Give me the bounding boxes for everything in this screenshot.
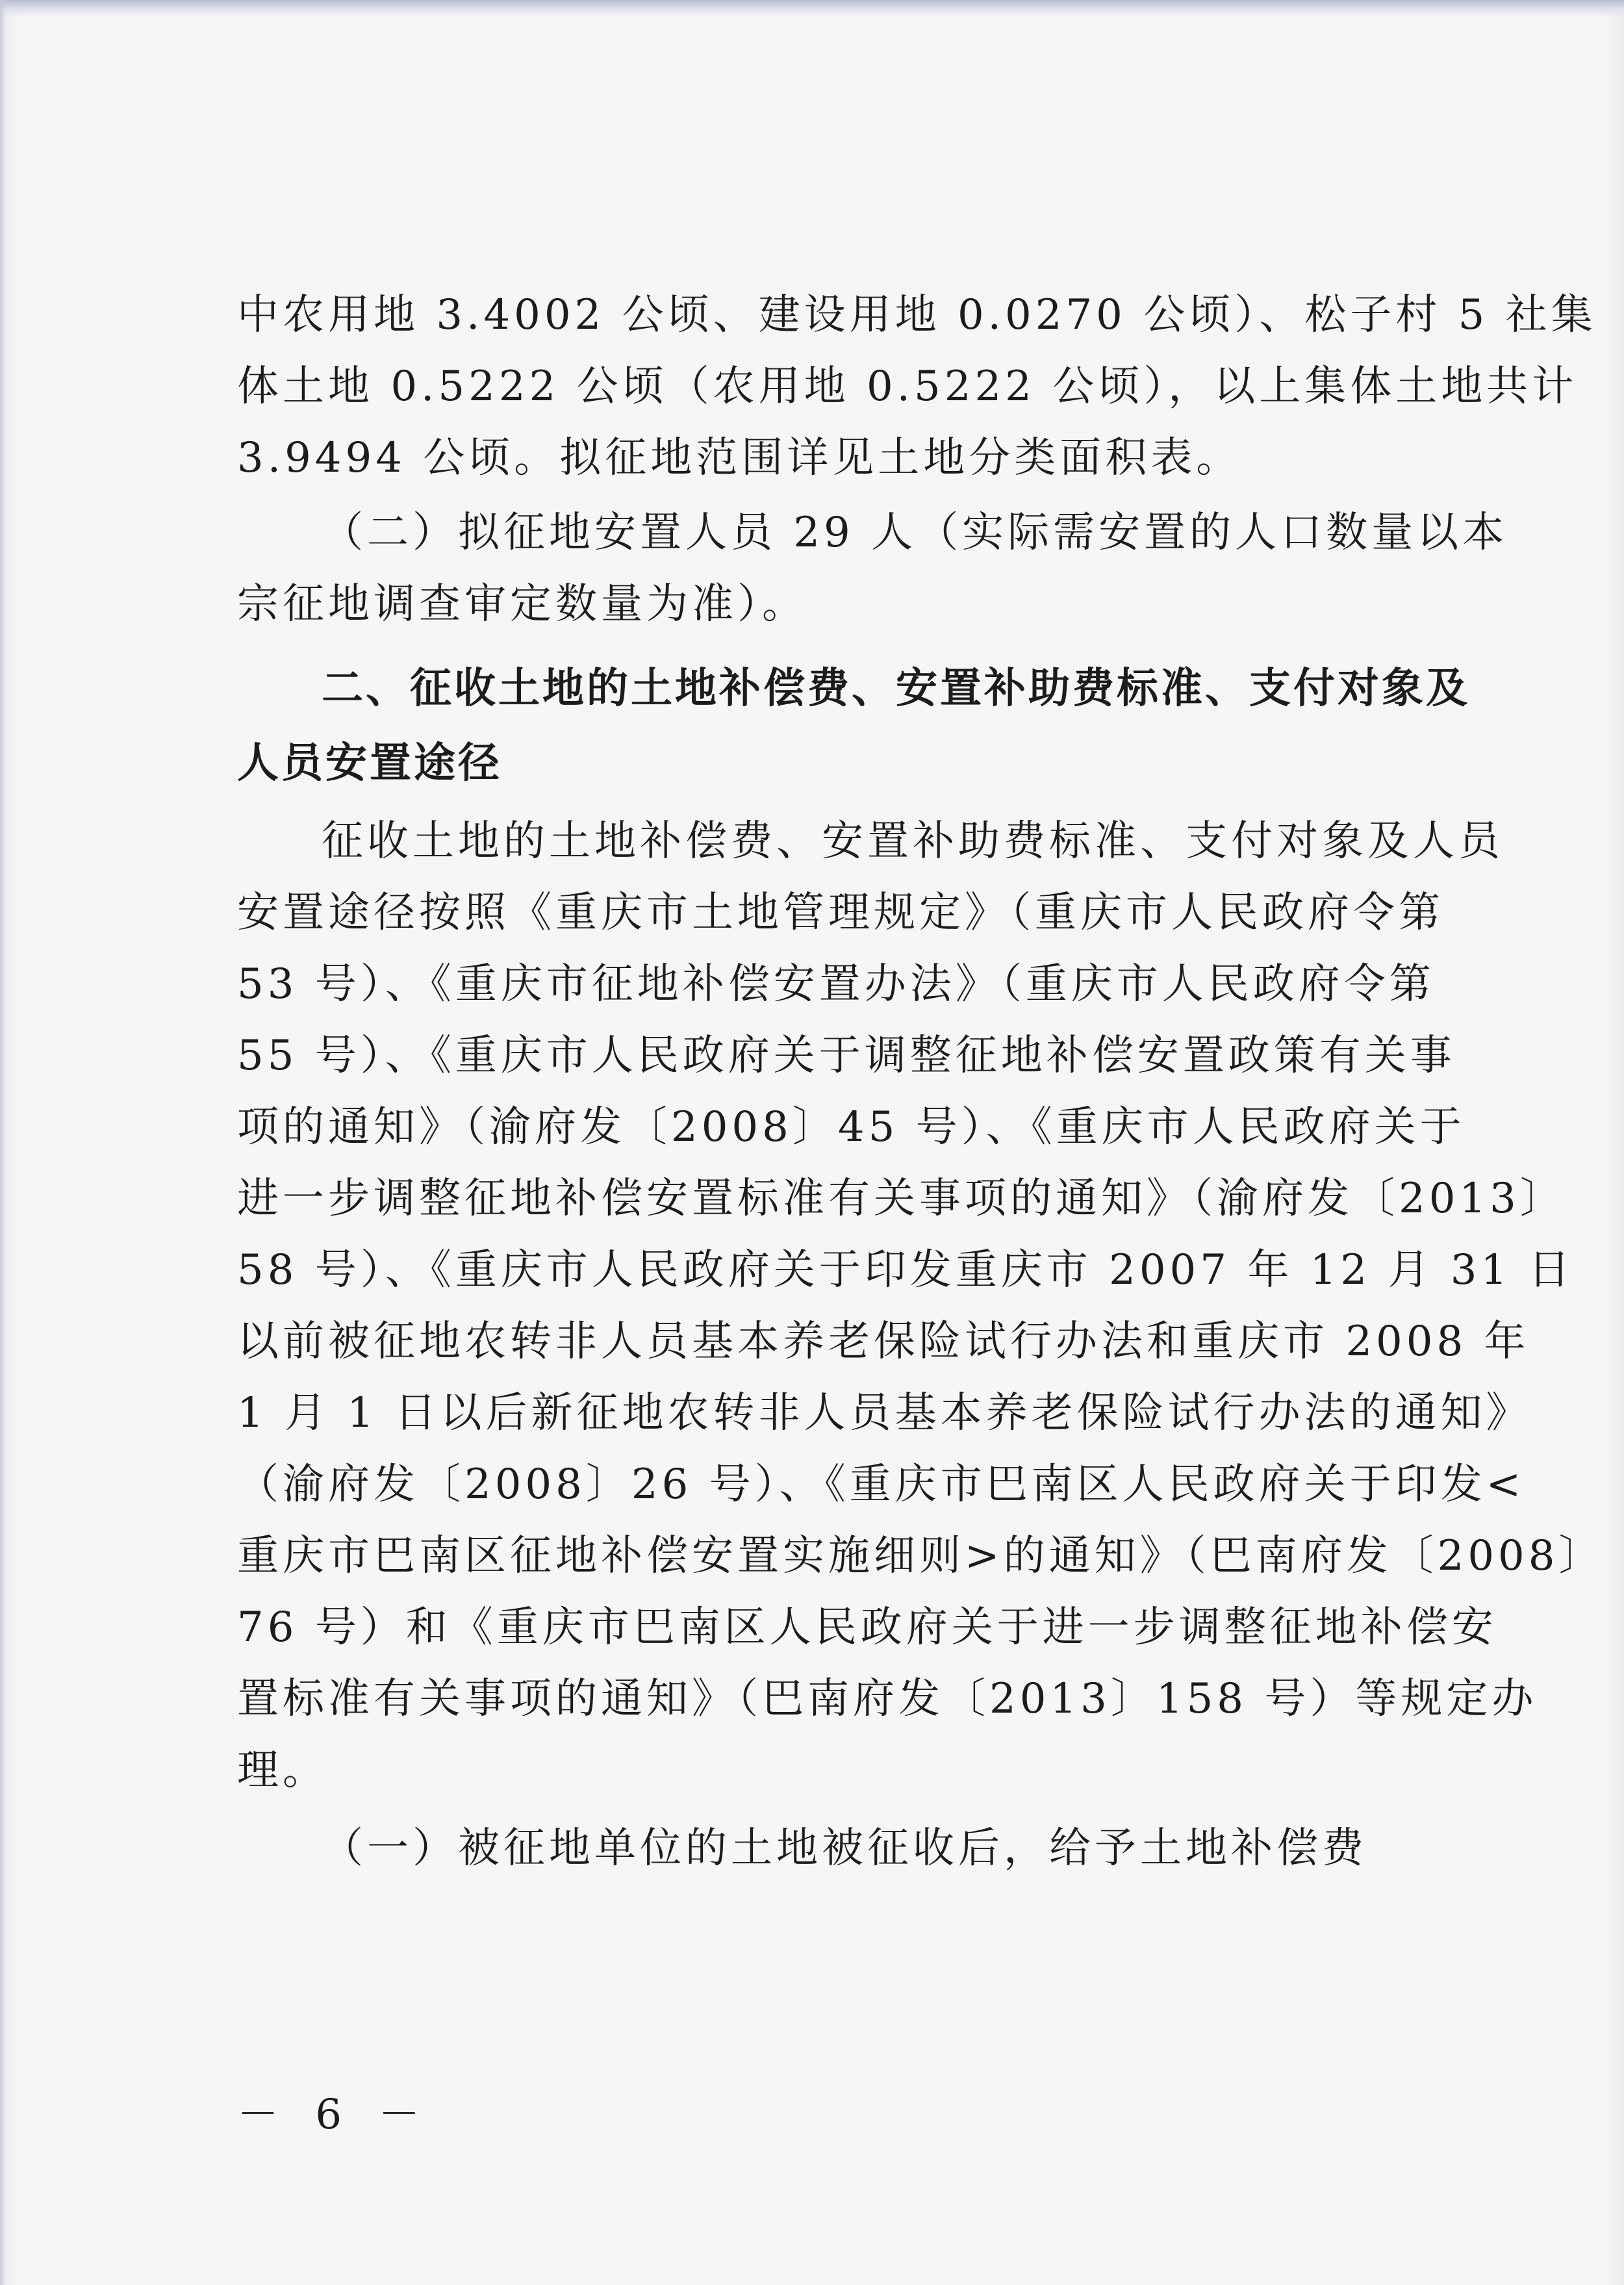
body-text-line: 3.9494 公顷。拟征地范围详见土地分类面积表。 <box>237 434 1242 482</box>
body-text-line: 理。 <box>237 1746 328 1794</box>
body-text-line: 中农用地 3.4002 公顷、建设用地 0.0270 公顷）、松子村 5 社集 <box>237 291 1597 339</box>
body-text-line: 以前被征地农转非人员基本养老保险试行办法和重庆市 2008 年 <box>237 1318 1530 1366</box>
body-text-line: 58 号）、《重庆市人民政府关于印发重庆市 2007 年 12 月 31 日 <box>237 1246 1574 1294</box>
body-text-line: 重庆市巴南区征地补偿安置实施细则>的通知》（巴南府发〔2008〕 <box>237 1532 1605 1580</box>
body-text-line: 体土地 0.5222 公顷（农用地 0.5222 公顷），以上集体土地共计 <box>237 363 1578 411</box>
subsection-text-line: （二）拟征地安置人员 29 人（实际需安置的人口数量以本 <box>322 509 1508 557</box>
body-text-line: 55 号）、《重庆市人民政府关于调整征地补偿安置政策有关事 <box>237 1032 1456 1080</box>
section-heading: 人员安置途径 <box>237 739 502 787</box>
scan-edge-left <box>0 0 6 2285</box>
body-text-line: 进一步调整征地补偿安置标准有关事项的通知》（渝府发〔2013〕 <box>237 1175 1566 1223</box>
subsection-text-line: （一）被征地单位的土地被征收后，给予土地补偿费 <box>322 1824 1367 1872</box>
body-text-line: 1 月 1 日以后新征地农转非人员基本养老保险试行办法的通知》 <box>237 1389 1532 1437</box>
body-text-line: （渝府发〔2008〕26 号）、《重庆市巴南区人民政府关于印发< <box>237 1461 1525 1509</box>
body-text-line: 安置途径按照《重庆市土地管理规定》（重庆市人民政府令第 <box>237 889 1444 937</box>
body-text-line: 53 号）、《重庆市征地补偿安置办法》（重庆市人民政府令第 <box>237 960 1435 1008</box>
section-heading: 二、征收土地的土地补偿费、安置补助费标准、支付对象及 <box>322 665 1470 713</box>
page-number: － 6 － <box>237 2091 432 2139</box>
body-text-line: 征收土地的土地补偿费、安置补助费标准、支付对象及人员 <box>322 817 1504 865</box>
body-text-line: 项的通知》（渝府发〔2008〕45 号）、《重庆市人民政府关于 <box>237 1103 1465 1151</box>
body-text-line: 置标准有关事项的通知》（巴南府发〔2013〕158 号）等规定办 <box>237 1675 1538 1723</box>
body-text-line: 76 号）和《重庆市巴南区人民政府关于进一步调整征地补偿安 <box>237 1603 1497 1652</box>
subsection-text-line: 宗征地调查审定数量为准）。 <box>237 580 807 628</box>
scan-edge-top <box>0 0 1624 17</box>
